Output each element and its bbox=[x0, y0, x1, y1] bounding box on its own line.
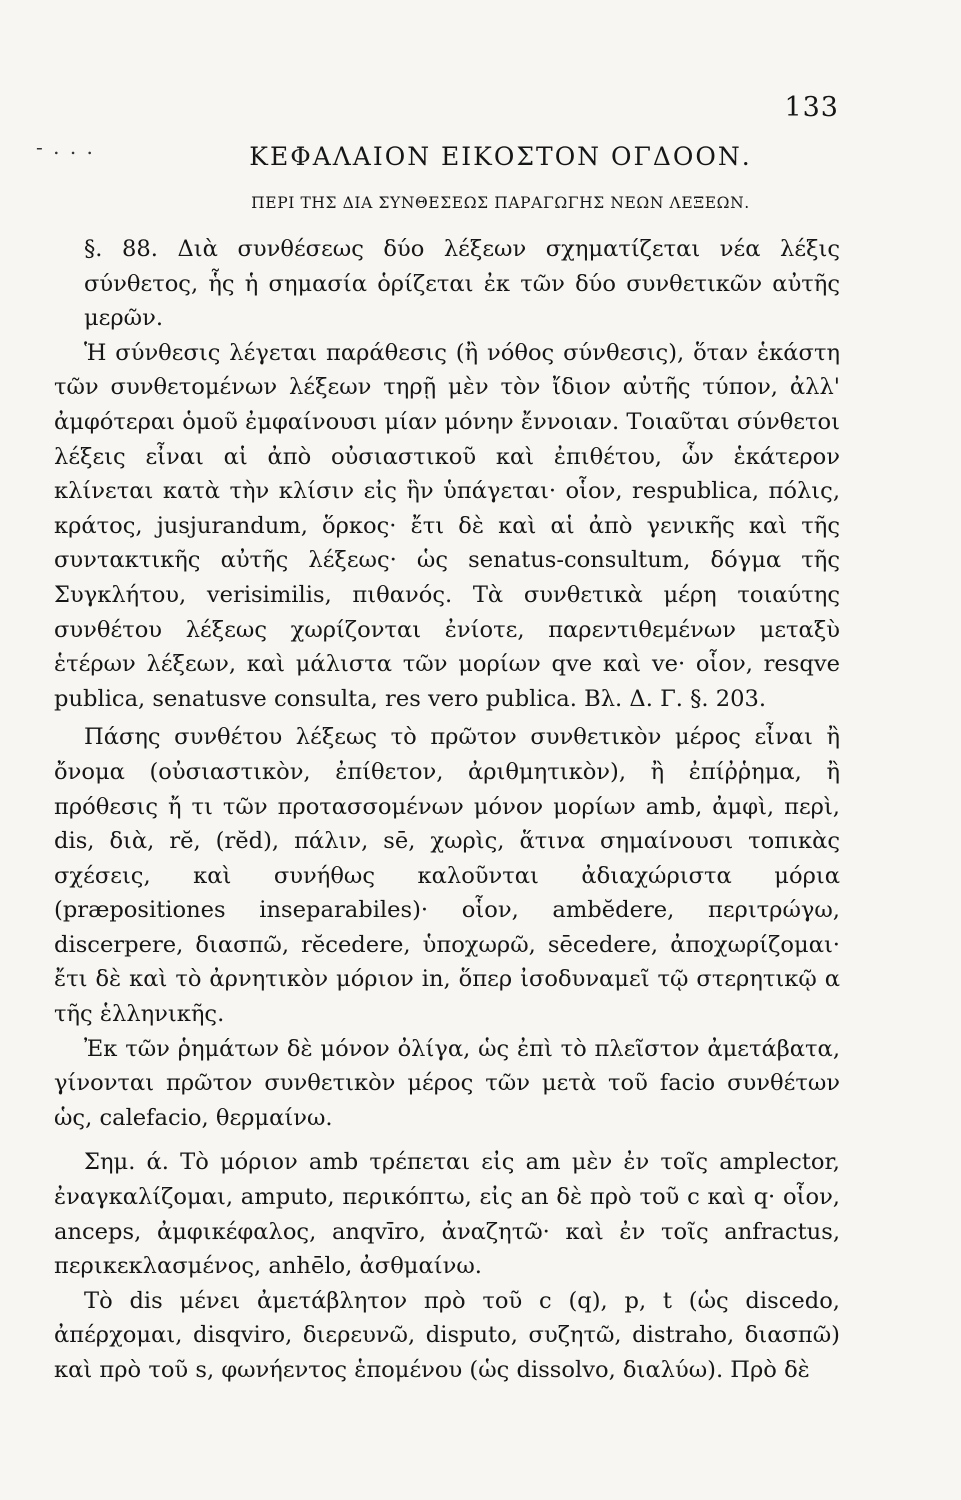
body-text bbox=[54, 232, 840, 1388]
paragraph-note-amb: Σημ. ά. Τὸ μόριον amb τρέπεται εἰς am μὲν ἐν τοῖς amplector, ἐναγκαλίζομαι, amputo, περικόπτω, εἰς an δὲ πρὸ τοῦ c καὶ q· οἷον, anceps, ἀμφικέφαλος, anqvīro, ἀναζητῶ· καὶ ἐν τοῖς anfractus, περικεκλασμένος, anhēlo, ἀσθμαίνω. bbox=[54, 1149, 840, 1280]
page-number: 133 bbox=[784, 92, 839, 123]
paragraph-verbs: Ἐκ τῶν ῥημάτων δὲ μόνον ὀλίγα, ὡς ἐπὶ τὸ πλεῖστον ἀμετάβατα, γίνονται πρῶτον συνθετικὸν μέρος τῶν μετὰ τοῦ facio συνθέτων ὡς, calefacio, θερμαίνω. bbox=[54, 1035, 840, 1131]
chapter-subtitle: ΠΕΡΙ ΤΗΣ ΔΙΑ ΣΥΝΘΕΣΕΩΣ ΠΑΡΑΓΩΓΗΣ ΝΕΩΝ ΛΕΞΕΩΝ. bbox=[251, 194, 750, 212]
paragraph-first-component: Πάσης συνθέτου λέξεως τὸ πρῶτον συνθετικὸν μέρος εἶναι ἢ ὄνομα (οὐσιαστικὸν, ἐπίθετον, ἀριθμητικὸν), ἢ ἐπίῤῥημα, ἢ πρόθεσις ἤ τι τῶν προτασσομένων μόνον μορίων amb, ἀμφὶ, περὶ, dis, διὰ, rĕ, (rĕd), πάλιν, sē, χωρὶς, ἅτινα σημαίνουσι τοπικὰς σχέσεις, καὶ συνήθως καλοῦνται ἀδιαχώριστα μόρια (præpositiones inseparabiles)· οἷον, ambĕdere, περιτρώγω, discerpere, διασπῶ, rĕcedere, ὑποχωρῶ, sēcedere, ἀποχωρίζομαι· ἔτι δὲ καὶ τὸ ἀρνητικὸν μόριον in, ὅπερ ἰσοδυναμεῖ τῷ στερητικῷ α τῆς ἑλληνικῆς. bbox=[54, 724, 840, 1028]
margin-mark: - . . . bbox=[36, 135, 95, 159]
paragraph-dis: Τὸ dis μένει ἀμετάβλητον πρὸ τοῦ c (q), p, t (ὡς discedo, ἀπέρχομαι, disqviro, διερευνῶ, disputo, συζητῶ, distraho, διασπῶ) καὶ πρὸ τοῦ s, φωνήεντος ἑπομένου (ὡς dissolvo, διαλύω). Πρὸ δὲ bbox=[54, 1287, 840, 1383]
chapter-title: ΚΕΦΑΛΑΙΟΝ ΕΙΚΟΣΤΟΝ ΟΓΔΟΟΝ. bbox=[249, 142, 752, 171]
paragraph-parathesis: Ἡ σύνθεσις λέγεται παράθεσις (ἢ νόθος σύνθεσις), ὅταν ἑκάστη τῶν συνθετομένων λέξεων τηρῇ μὲν τὸν ἴδιον αὐτῆς τύπον, ἀλλ' ἀμφότεραι ὁμοῦ ἐμφαίνουσι μίαν μόνην ἔννοιαν. Τοιαῦται σύνθετοι λέξεις εἶναι αἱ ἀπὸ οὐσιαστικοῦ καὶ ἐπιθέτου, ὧν ἑκάτερον κλίνεται κατὰ τὴν κλίσιν εἰς ἣν ὑπάγεται· οἷον, respublica, πόλις, κράτος, jusjurandum, ὅρκος· ἔτι δὲ καὶ αἱ ἀπὸ γενικῆς καὶ τῆς συντακτικῆς αὐτῆς λέξεως· ὡς senatus-consultum, δόγμα τῆς Συγκλήτου, verisimilis, πιθανός. Τὰ συνθετικὰ μέρη τοιαύτης συνθέτου λέξεως χωρίζονται ἐνίοτε, παρεντιθεμένων μεταξὺ ἑτέρων λέξεων, καὶ μάλιστα τῶν μορίων qve καὶ ve· οἷον, resqve publica, senatusve consulta, res vero publica. Βλ. Δ. Γ. §. 203. bbox=[54, 339, 840, 712]
paragraph-section-88: §. 88. Διὰ συνθέσεως δύο λέξεων σχηματίζεται νέα λέξις σύνθετος, ἧς ἡ σημασία ὁρίζεται ἐκ τῶν δύο συνθετικῶν αὐτῆς μερῶν. bbox=[84, 236, 840, 332]
